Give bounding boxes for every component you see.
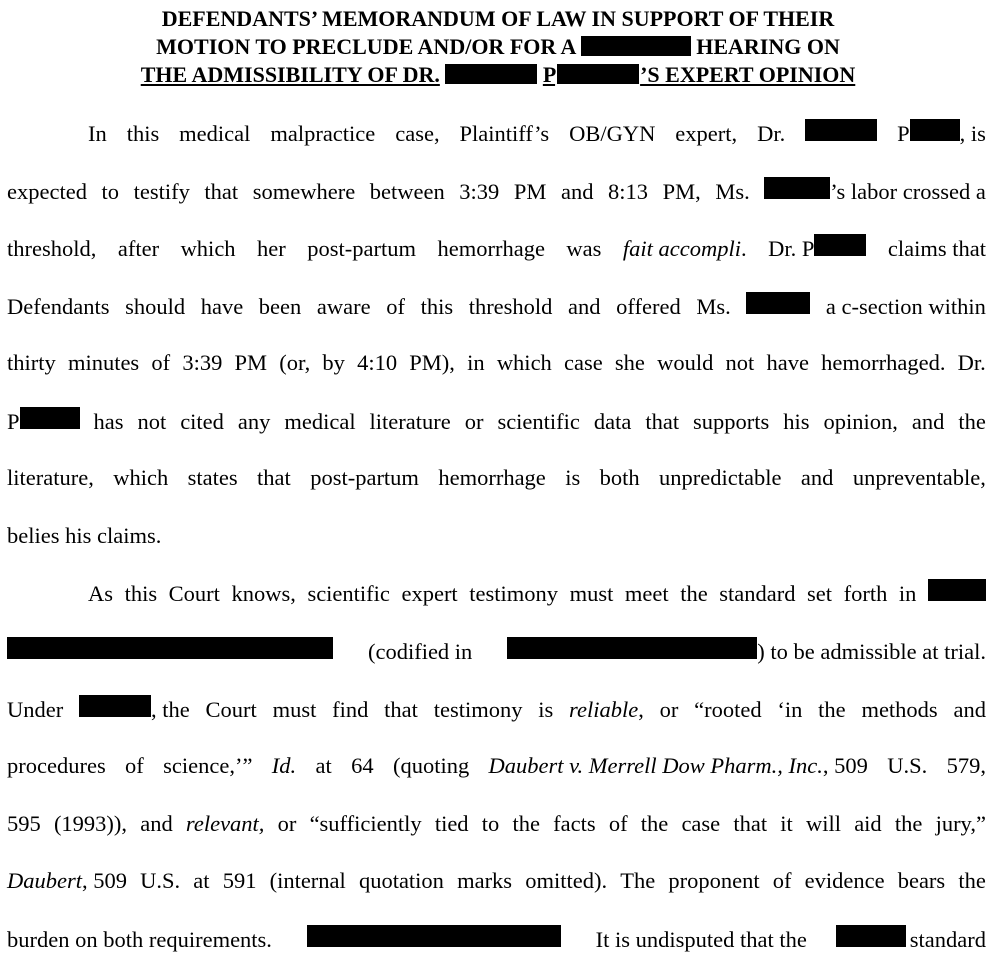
word-group: [7, 407, 80, 436]
word: and: [140, 811, 173, 836]
word: testimony: [433, 697, 523, 722]
word: offered: [616, 294, 681, 319]
word: will: [805, 811, 841, 836]
word-group: [768, 234, 866, 263]
word: and: [953, 697, 986, 722]
word: opinion,: [823, 409, 898, 434]
word: must: [569, 581, 614, 606]
word: facts: [553, 811, 596, 836]
word: 64: [351, 753, 374, 778]
word: thirty: [7, 350, 56, 375]
case-citation: Daubert v. Merrell Dow Pharm., Inc.: [488, 753, 823, 778]
word: medical: [284, 409, 356, 434]
p2-line-3: [7, 695, 986, 724]
p2-line-1: [88, 579, 986, 608]
word: must: [272, 697, 317, 722]
word: in: [467, 350, 485, 375]
word-group: [79, 695, 190, 724]
word: minutes: [67, 350, 140, 375]
word: this: [126, 121, 160, 146]
word: the: [680, 581, 708, 606]
word: case: [681, 811, 721, 836]
word: supports: [693, 409, 770, 434]
word: the: [958, 409, 986, 434]
heading-line-2-part-a: MOTION TO PRECLUDE AND/OR FOR A: [156, 34, 576, 59]
word: should: [125, 294, 186, 319]
word: or: [659, 697, 679, 722]
word: of: [386, 294, 405, 319]
word: which: [180, 236, 236, 261]
word: states: [187, 465, 238, 490]
word: literature: [369, 409, 451, 434]
word: hemorrhaged.: [821, 350, 946, 375]
word: find: [332, 697, 369, 722]
p1-line-3: [7, 234, 986, 263]
heading-line-1: DEFENDANTS’ MEMORANDUM OF LAW IN SUPPORT OF THEIR: [161, 6, 835, 31]
redaction-box: [836, 925, 906, 947]
heading-line-3-part-b: P: [542, 62, 556, 87]
word: have: [200, 294, 244, 319]
word: 3:39: [182, 350, 223, 375]
word: 4:10: [357, 350, 398, 375]
redaction-box: [307, 925, 561, 947]
word: at: [193, 868, 210, 893]
word: of: [772, 868, 792, 893]
word: both: [599, 465, 640, 490]
word: aid: [854, 811, 882, 836]
p1-line-4: [7, 292, 986, 321]
word: at: [315, 753, 332, 778]
word: and: [911, 409, 945, 434]
word: In: [88, 121, 107, 146]
word: and: [568, 294, 601, 319]
word: hemorrhage: [437, 236, 545, 261]
word: As: [88, 581, 114, 606]
heading-line-3-part-c: ’S EXPERT OPINION: [640, 62, 856, 87]
p2-line-7: [7, 925, 986, 954]
word-group: [764, 177, 986, 206]
word: her: [257, 236, 286, 261]
word: scientific: [497, 409, 580, 434]
word: testify: [133, 179, 190, 204]
word: knows,: [231, 581, 296, 606]
p2-line-5: [7, 810, 986, 838]
p2-line-4: [7, 752, 986, 780]
word-group: [842, 925, 986, 954]
word: which: [113, 465, 169, 490]
redaction-box: [20, 407, 80, 429]
word: “rooted: [694, 697, 762, 722]
word: any: [237, 409, 271, 434]
word: testimony: [469, 581, 558, 606]
word: would: [657, 350, 714, 375]
word: quotation: [358, 868, 444, 893]
redaction-box: [557, 64, 639, 84]
word: tied: [434, 811, 469, 836]
redaction-box: [764, 177, 830, 199]
word: 3:39: [459, 179, 500, 204]
word: PM: [513, 179, 547, 204]
redaction-box: [805, 119, 877, 141]
p1-line-1: [88, 119, 986, 148]
heading-line-3: [0, 62, 996, 88]
word: ) to be admissible at trial.: [757, 639, 986, 664]
word: the: [818, 697, 846, 722]
word: of: [125, 753, 144, 778]
word: ‘in: [777, 697, 803, 722]
word: P: [897, 121, 910, 146]
word: OB/GYN: [569, 121, 656, 146]
redaction-box: [507, 637, 757, 659]
word: (internal: [269, 868, 346, 893]
word: it: [780, 811, 793, 836]
word: P: [7, 409, 20, 434]
word: not: [137, 409, 167, 434]
word: 8:13: [608, 179, 649, 204]
redaction-box: [7, 637, 333, 659]
word: standard: [719, 581, 796, 606]
word: PM: [234, 350, 268, 375]
word: his: [783, 409, 810, 434]
word: expert,: [675, 121, 738, 146]
word: post-partum: [307, 236, 416, 261]
word: or: [464, 409, 484, 434]
word: literature,: [7, 465, 94, 490]
word: cited: [180, 409, 224, 434]
word: , 509: [82, 868, 127, 893]
word: by: [322, 350, 345, 375]
p1-line-6: [7, 407, 986, 436]
word: belies his claims.: [7, 523, 162, 548]
word: aware: [316, 294, 371, 319]
word: or: [277, 811, 297, 836]
heading-line-2: [0, 34, 996, 60]
word: methods: [861, 697, 938, 722]
word: unpreventable,: [852, 465, 986, 490]
word-group: [623, 235, 747, 263]
word: forth: [843, 581, 888, 606]
p1-line-7: [7, 464, 986, 492]
word: marks: [457, 868, 513, 893]
word: not: [725, 350, 755, 375]
word: a c-section within: [825, 294, 986, 319]
heading-line-2-part-b: HEARING ON: [696, 34, 840, 59]
word: has: [93, 409, 124, 434]
word: claims that: [887, 236, 986, 261]
word: 579,: [946, 753, 986, 778]
word: the: [894, 811, 923, 836]
redaction-box: [746, 292, 810, 314]
word: .: [741, 236, 747, 261]
word: Plaintiff’s: [459, 121, 550, 146]
word: bears: [897, 868, 946, 893]
word: Dr.: [957, 350, 986, 375]
word: procedures: [7, 753, 106, 778]
word: to: [481, 811, 500, 836]
word: Dr.: [757, 121, 786, 146]
p1-line-8: [7, 522, 986, 550]
italic-phrase: Daubert: [7, 868, 82, 893]
word: PM,: [662, 179, 701, 204]
word: expected: [7, 179, 87, 204]
word: unpredictable: [659, 465, 782, 490]
word-group: [7, 867, 127, 895]
word: that: [204, 179, 239, 204]
word-group: [897, 119, 986, 148]
word: Defendants: [7, 294, 110, 319]
p1-line-5: [7, 349, 986, 377]
word: Court: [168, 581, 220, 606]
word: ,: [638, 697, 644, 722]
word: Ms.: [715, 179, 750, 204]
word: It is undisputed that the: [595, 927, 807, 952]
word: , 509: [822, 753, 868, 778]
word: 595: [7, 811, 41, 836]
word: somewhere: [252, 179, 356, 204]
word: have: [766, 350, 809, 375]
word: threshold,: [7, 236, 97, 261]
word: jury,”: [935, 811, 986, 836]
word: medical: [179, 121, 251, 146]
word: Court: [205, 697, 257, 722]
word: scientific: [307, 581, 390, 606]
word: set: [807, 581, 833, 606]
italic-phrase: fait accompli: [622, 236, 742, 261]
word: the: [958, 868, 986, 893]
italic-phrase: relevant,: [185, 811, 265, 836]
word: case: [564, 350, 603, 375]
word: , the: [151, 697, 190, 722]
word: the: [512, 811, 540, 836]
word: is: [538, 697, 554, 722]
word: data: [593, 409, 632, 434]
word: omitted).: [525, 868, 608, 893]
word: between: [369, 179, 445, 204]
redaction-box: [445, 64, 537, 84]
word: post-partum: [310, 465, 419, 490]
word: U.S.: [887, 753, 928, 778]
p2-line-6: [7, 867, 986, 895]
word: after: [117, 236, 160, 261]
word-group: [569, 696, 644, 724]
word: that: [733, 811, 768, 836]
word: evidence: [804, 868, 885, 893]
p2-line-2: [7, 637, 986, 666]
word: that: [645, 409, 680, 434]
word: this: [124, 581, 158, 606]
word: (codified in: [367, 639, 473, 664]
word: Dr. P: [768, 236, 815, 261]
word: in: [898, 581, 917, 606]
word: which: [496, 350, 552, 375]
italic-phrase: Id.: [271, 753, 297, 778]
word: burden on both requirements.: [7, 927, 272, 952]
word: and: [560, 179, 594, 204]
word: science,’”: [163, 753, 253, 778]
word: threshold: [468, 294, 553, 319]
word: expert: [401, 581, 458, 606]
word: hemorrhage: [438, 465, 546, 490]
heading-line-3-part-a: THE ADMISSIBILITY OF DR.: [140, 62, 440, 87]
word: that: [384, 697, 418, 722]
word: was: [566, 236, 602, 261]
word: ’s labor crossed a: [830, 179, 986, 204]
word: (quoting: [392, 753, 470, 778]
word: (1993)),: [53, 811, 128, 836]
word: of: [608, 811, 628, 836]
italic-phrase: reliable: [569, 697, 639, 722]
word: standard: [909, 927, 986, 952]
word: Under: [7, 697, 64, 722]
word: 591: [222, 868, 257, 893]
word: Ms.: [696, 294, 731, 319]
word: been: [258, 294, 302, 319]
word: the: [640, 811, 669, 836]
redaction-box: [79, 695, 151, 717]
word: and: [800, 465, 834, 490]
redaction-box: [814, 234, 866, 256]
word: to: [101, 179, 120, 204]
word: “sufficiently: [309, 811, 422, 836]
word-group: [489, 752, 868, 780]
word: malpractice: [270, 121, 376, 146]
redaction-box: [928, 579, 986, 601]
p1-line-2: [7, 177, 986, 206]
word: (or,: [279, 350, 311, 375]
redaction-box: [581, 36, 691, 56]
word: of: [151, 350, 171, 375]
word: she: [614, 350, 645, 375]
word: PM),: [409, 350, 455, 375]
word: case,: [395, 121, 440, 146]
word: that: [257, 465, 291, 490]
word-group: [507, 637, 986, 666]
redaction-box: [910, 119, 960, 141]
word: meet: [624, 581, 669, 606]
word: The: [620, 868, 656, 893]
word: , is: [959, 121, 986, 146]
word: is: [565, 465, 581, 490]
word: proponent: [668, 868, 760, 893]
word: U.S.: [140, 868, 181, 893]
word: this: [420, 294, 454, 319]
